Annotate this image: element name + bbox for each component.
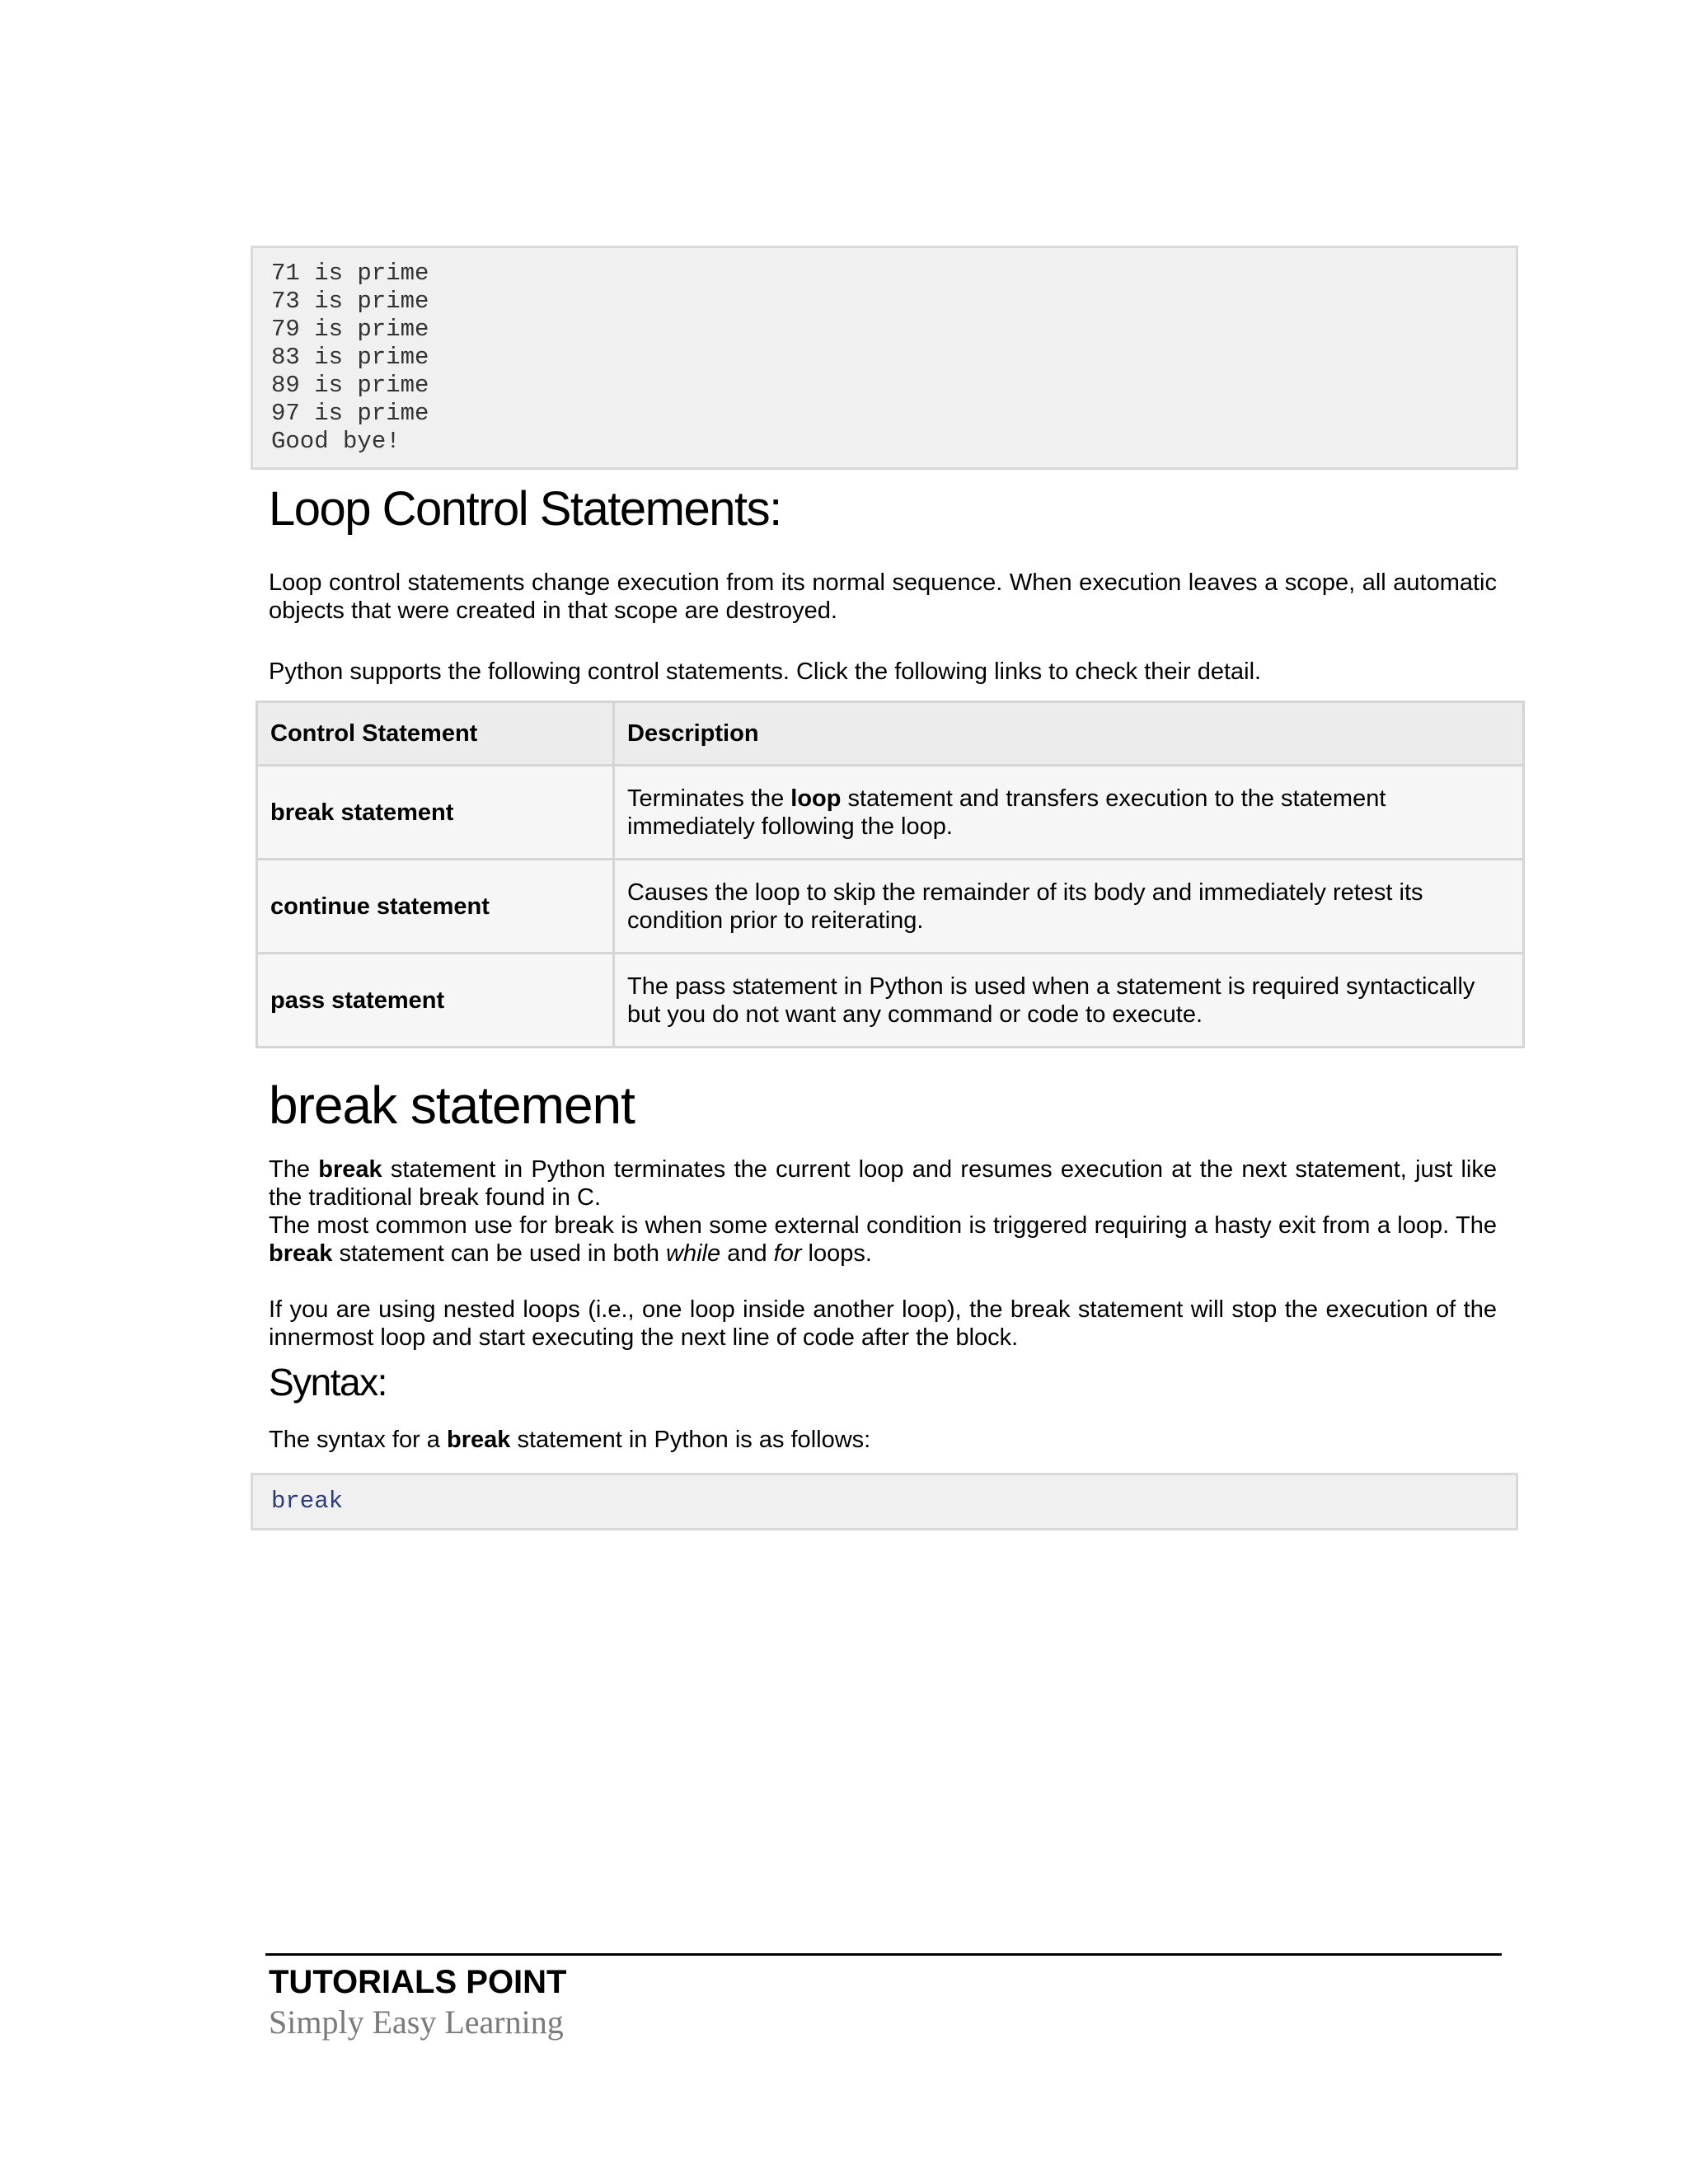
footer-title: TUTORIALS POINT: [269, 1964, 567, 2000]
code-line: 79 is prime: [271, 316, 429, 343]
table-row: [257, 954, 1524, 1047]
text-run: statement in Python terminates the current loop and resumes execution at the next statement, just like the traditional break found in C.: [269, 1156, 1498, 1211]
description-bold-text: loop: [790, 785, 842, 812]
table-cell-description: The pass statement in Python is used when a statement is required syntactically but you do not want any command or code to execute.: [614, 954, 1524, 1047]
continue-statement-link[interactable]: continue statement: [257, 860, 614, 954]
bold-keyword: break: [447, 1427, 511, 1453]
loop-control-intro-paragraph: Loop control statements change execution from its normal sequence. When execution leaves a scope, all automatic objects that were created in that scope are destroyed.: [269, 569, 1497, 624]
break-description-paragraph: [269, 1155, 1497, 1268]
code-line: 83 is prime: [271, 344, 429, 371]
column-header-control-statement: Control Statement: [257, 702, 614, 766]
table-row: [257, 766, 1524, 860]
footer-tagline: Simply Easy Learning: [269, 2004, 564, 2041]
text-run: statement can be used in both: [332, 1240, 667, 1267]
control-statements-paragraph: Python supports the following control statements. Click the following links to check their detail.: [269, 658, 1262, 685]
table-row: [257, 860, 1524, 954]
code-line: 73 is prime: [271, 288, 429, 315]
bold-keyword: break: [269, 1240, 333, 1267]
code-line: 97 is prime: [271, 400, 429, 427]
table-header-row: [257, 702, 1524, 766]
code-line: Good bye!: [271, 428, 401, 455]
text-run: loops.: [801, 1240, 872, 1267]
description-text: statement and transfers execution to the statement immediately following the loop.: [627, 785, 1386, 840]
loop-control-heading: Loop Control Statements:: [269, 482, 781, 536]
break-statement-heading: break statement: [269, 1076, 635, 1135]
syntax-code-block: [251, 1473, 1518, 1530]
break-statement-link[interactable]: break statement: [257, 766, 614, 860]
footer-divider: [265, 1953, 1502, 1956]
italic-keyword: for: [773, 1240, 802, 1267]
text-run: The most common use for break is when some external condition is triggered requiring a hasty exit from a loop. The: [269, 1212, 1497, 1239]
pass-statement-link[interactable]: pass statement: [257, 954, 614, 1047]
output-code-block: [251, 246, 1518, 470]
table-cell-description: Causes the loop to skip the remainder of its body and immediately retest its condition prior to reiterating.: [614, 860, 1524, 954]
control-statements-table: [256, 701, 1525, 1048]
code-line: break: [271, 1488, 344, 1515]
text-run: and: [720, 1240, 774, 1267]
text-run: The syntax for a: [269, 1427, 447, 1453]
syntax-intro-paragraph: [269, 1426, 1497, 1454]
table-cell-description: [614, 766, 1524, 860]
code-line: 89 is prime: [271, 372, 429, 399]
column-header-description: Description: [614, 702, 1524, 766]
code-line: 71 is prime: [271, 260, 429, 287]
text-run: The: [269, 1156, 319, 1183]
nested-loops-paragraph: If you are using nested loops (i.e., one loop inside another loop), the break statement will stop the execution of the innermost loop and start executing the next line of code after the block.: [269, 1296, 1497, 1351]
italic-keyword: while: [666, 1240, 721, 1267]
description-text: Terminates the: [627, 785, 791, 812]
syntax-heading: Syntax:: [269, 1361, 387, 1404]
text-run: statement in Python is as follows:: [510, 1427, 871, 1453]
bold-keyword: break: [318, 1156, 382, 1183]
